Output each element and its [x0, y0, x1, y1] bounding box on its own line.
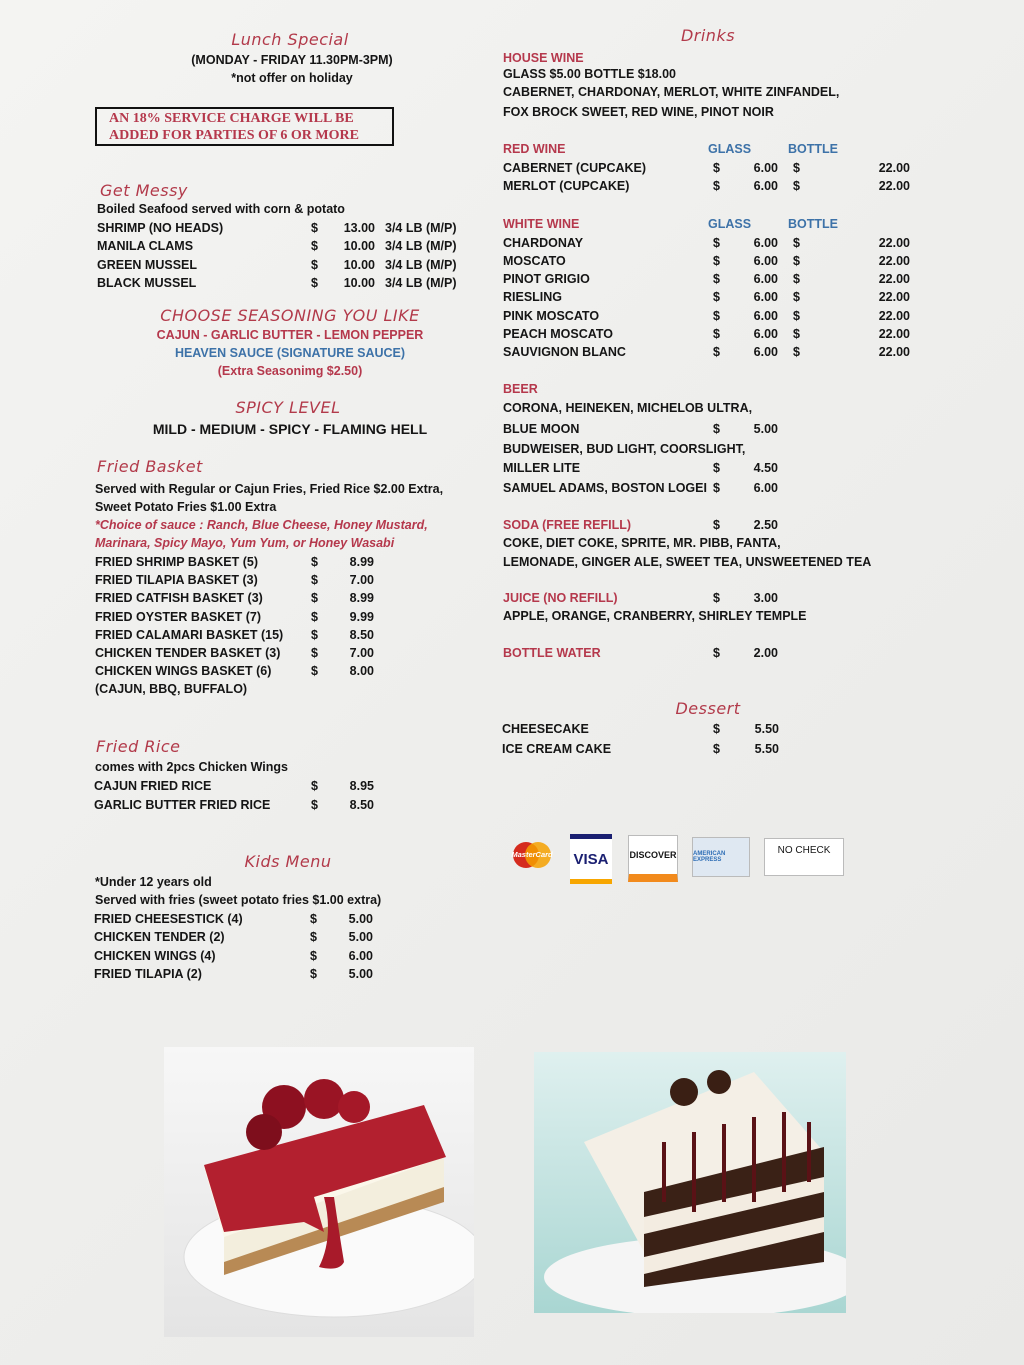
bottle-price: 22.00 [878, 160, 910, 175]
currency: $ [713, 461, 720, 475]
currency: $ [713, 308, 720, 323]
spicy-level-title: SPICY LEVEL [235, 398, 341, 417]
currency: $ [311, 779, 318, 793]
currency: $ [311, 627, 318, 642]
menu-item-name: GREEN MUSSEL [97, 257, 198, 272]
currency: $ [713, 178, 720, 193]
wine-name: SAUVIGNON BLANC [503, 345, 626, 360]
menu-item-price: 8.99 [349, 591, 374, 606]
currency: $ [713, 481, 720, 495]
glass-price: 6.00 [753, 272, 778, 287]
spicy-levels: MILD - MEDIUM - SPICY - FLAMING HELL [152, 421, 428, 437]
currency: $ [713, 327, 720, 341]
menu-item-price: 10.00 [343, 257, 375, 272]
menu-item-price: 9.99 [349, 609, 374, 624]
wing-flavors: (CAJUN, BBQ, BUFFALO) [95, 682, 248, 696]
signature-sauce: HEAVEN SAUCE (SIGNATURE SAUCE) [174, 346, 406, 360]
wine-name: PEACH MOSCATO [503, 327, 613, 341]
bottle-price: 22.00 [878, 178, 910, 193]
currency: $ [311, 591, 318, 606]
soda-list: COKE, DIET COKE, SPRITE, MR. PIBB, FANTA, [503, 536, 781, 550]
ice-cream-cake-photo [534, 1052, 846, 1313]
menu-item-name: CHICKEN WINGS BASKET (6) [95, 664, 272, 679]
currency: $ [713, 742, 720, 756]
currency: $ [311, 555, 318, 569]
glass-price: 6.00 [753, 160, 778, 175]
kids-description: Served with fries (sweet potato fries $1.00 extra) [95, 893, 382, 907]
service-charge-line-2: ADDED FOR PARTIES OF 6 OR MORE [109, 128, 359, 143]
beer-line: MILLER LITE [503, 461, 581, 475]
bottle-water-title: BOTTLE WATER [503, 646, 601, 660]
menu-item-name: FRIED CALAMARI BASKET (15) [95, 627, 284, 642]
bottle-price: 22.00 [878, 272, 910, 287]
menu-item-name: MANILA CLAMS [97, 239, 194, 254]
water-price: 2.00 [753, 646, 778, 660]
currency: $ [311, 609, 318, 624]
mastercard-label: MasterCard [511, 850, 553, 859]
currency: $ [713, 253, 720, 268]
menu-item-name: CAJUN FRIED RICE [94, 779, 212, 793]
service-charge-notice [95, 107, 394, 146]
glass-header: GLASS [708, 217, 752, 231]
juice-price: 3.00 [753, 591, 778, 605]
currency: $ [713, 422, 720, 436]
juice-title: JUICE (NO REFILL) [503, 591, 618, 605]
menu-item-price: 8.50 [349, 627, 374, 642]
dessert-name: ICE CREAM CAKE [502, 742, 612, 756]
mastercard-logo [510, 840, 554, 870]
currency: $ [311, 257, 318, 272]
wine-name: MOSCATO [503, 253, 566, 268]
house-wine-list: FOX BROCK SWEET, RED WINE, PINOT NOIR [503, 105, 774, 119]
glass-price: 6.00 [753, 327, 778, 341]
beer-line: BUDWEISER, BUD LIGHT, COORSLIGHT, [503, 442, 746, 456]
glass-price: 6.00 [753, 308, 778, 323]
currency: $ [311, 646, 318, 660]
currency: $ [713, 290, 720, 305]
menu-item-unit: 3/4 LB (M/P) [385, 221, 457, 235]
lunch-hours: (MONDAY - FRIDAY 11.30PM-3PM) [191, 53, 393, 67]
currency: $ [713, 591, 720, 605]
menu-item-name: FRIED TILAPIA (2) [94, 966, 202, 981]
seasoning-title: CHOOSE SEASONING YOU LIKE [160, 306, 420, 325]
red-wine-title: RED WINE [503, 142, 566, 156]
sauce-choices: Marinara, Spicy Mayo, Yum Yum, or Honey Wasabi [95, 536, 395, 550]
cheesecake-photo [164, 1047, 474, 1337]
currency: $ [713, 722, 720, 736]
drinks-title: Drinks [680, 26, 736, 45]
menu-item-price: 7.00 [349, 573, 374, 588]
bottle-price: 22.00 [878, 345, 910, 360]
beer-line: BLUE MOON [503, 422, 580, 436]
currency: $ [311, 275, 318, 290]
service-charge-line-1: AN 18% SERVICE CHARGE WILL BE [109, 111, 354, 126]
visa-logo: VISA [570, 834, 612, 884]
beer-price: 5.00 [753, 422, 778, 436]
bottle-price: 22.00 [878, 235, 910, 250]
wine-name: PINOT GRIGIO [503, 272, 590, 287]
house-wine-title: HOUSE WINE [503, 51, 584, 65]
menu-item-unit: 3/4 LB (M/P) [385, 275, 457, 290]
house-wine-list: CABERNET, CHARDONAY, MERLOT, WHITE ZINFANDEL, [503, 85, 840, 99]
dessert-price: 5.50 [754, 722, 779, 736]
menu-item-unit: 3/4 LB (M/P) [385, 257, 457, 272]
beer-price: 6.00 [753, 481, 778, 495]
currency: $ [310, 948, 317, 963]
wine-name: PINK MOSCATO [503, 308, 600, 323]
glass-price: 6.00 [753, 178, 778, 193]
currency: $ [793, 327, 800, 341]
menu-item-price: 7.00 [349, 646, 374, 660]
get-messy-description: Boiled Seafood served with corn & potato [97, 202, 345, 216]
currency: $ [310, 912, 317, 926]
house-wine-prices: GLASS $5.00 BOTTLE $18.00 [503, 67, 676, 81]
menu-item-price: 10.00 [343, 239, 375, 254]
glass-price: 6.00 [753, 235, 778, 250]
glass-header: GLASS [708, 142, 752, 156]
bottle-price: 22.00 [878, 290, 910, 305]
glass-price: 6.00 [753, 345, 778, 360]
currency: $ [713, 272, 720, 287]
dessert-price: 5.50 [754, 742, 779, 756]
beer-line: CORONA, HEINEKEN, MICHELOB ULTRA, [503, 401, 753, 415]
currency: $ [311, 798, 318, 812]
menu-item-name: FRIED TILAPIA BASKET (3) [95, 573, 258, 588]
wine-name: CHARDONAY [503, 235, 584, 250]
juice-list: APPLE, ORANGE, CRANBERRY, SHIRLEY TEMPLE [503, 609, 807, 623]
menu-item-name: FRIED CHEESESTICK (4) [94, 912, 243, 926]
bottle-header: BOTTLE [788, 217, 838, 231]
menu-item-name: CHICKEN TENDER BASKET (3) [95, 646, 281, 660]
sauce-choices: *Choice of sauce : Ranch, Blue Cheese, Honey Mustard, [95, 518, 428, 532]
bottle-header: BOTTLE [788, 142, 838, 156]
menu-item-price: 10.00 [343, 275, 375, 290]
currency: $ [793, 308, 800, 323]
beer-line: SAMUEL ADAMS, BOSTON LOGEI [503, 481, 707, 495]
beer-title: BEER [503, 382, 538, 396]
fried-basket-description: Sweet Potato Fries $1.00 Extra [95, 500, 277, 514]
currency: $ [310, 966, 317, 981]
kids-note: *Under 12 years old [95, 875, 212, 889]
menu-item-price: 13.00 [343, 221, 375, 235]
menu-item-price: 8.00 [349, 664, 374, 679]
fried-rice-description: comes with 2pcs Chicken Wings [95, 760, 288, 774]
seasoning-options: CAJUN - GARLIC BUTTER - LEMON PEPPER [156, 328, 424, 342]
fried-basket-description: Served with Regular or Cajun Fries, Fried Rice $2.00 Extra, [95, 482, 444, 496]
currency: $ [713, 160, 720, 175]
menu-item-price: 5.00 [348, 912, 373, 926]
menu-item-name: SHRIMP (NO HEADS) [97, 221, 224, 235]
currency: $ [793, 178, 800, 193]
currency: $ [793, 272, 800, 287]
fried-basket-title: Fried Basket [97, 457, 203, 476]
currency: $ [793, 253, 800, 268]
currency: $ [793, 345, 800, 360]
fried-rice-title: Fried Rice [96, 737, 181, 756]
glass-price: 6.00 [753, 253, 778, 268]
menu-item-price: 5.00 [348, 930, 373, 945]
currency: $ [713, 646, 720, 660]
discover-logo: DISCOVER [628, 835, 678, 882]
menu-item-name: CHICKEN WINGS (4) [94, 948, 216, 963]
currency: $ [793, 290, 800, 305]
white-wine-title: WHITE WINE [503, 217, 580, 231]
soda-list: LEMONADE, GINGER ALE, SWEET TEA, UNSWEETENED TEA [503, 555, 872, 569]
soda-title: SODA (FREE REFILL) [503, 518, 632, 532]
currency: $ [713, 345, 720, 360]
bottle-price: 22.00 [878, 253, 910, 268]
menu-item-name: FRIED CATFISH BASKET (3) [95, 591, 263, 606]
amex-logo: AMERICAN EXPRESS [692, 837, 750, 877]
currency: $ [793, 160, 800, 175]
wine-name: MERLOT (CUPCAKE) [503, 178, 630, 193]
beer-price: 4.50 [753, 461, 778, 475]
currency: $ [713, 518, 720, 532]
currency: $ [311, 664, 318, 679]
menu-item-price: 8.99 [349, 555, 374, 569]
soda-price: 2.50 [753, 518, 778, 532]
menu-item-name: BLACK MUSSEL [97, 275, 197, 290]
currency: $ [311, 239, 318, 254]
menu-item-name: FRIED OYSTER BASKET (7) [95, 609, 261, 624]
menu-item-price: 5.00 [348, 966, 373, 981]
currency: $ [713, 235, 720, 250]
currency: $ [310, 930, 317, 945]
lunch-special-title: Lunch Special [231, 30, 349, 49]
menu-item-name: FRIED SHRIMP BASKET (5) [95, 555, 258, 569]
currency: $ [311, 221, 318, 235]
currency: $ [311, 573, 318, 588]
dessert-name: CHEESECAKE [502, 722, 589, 736]
no-check-notice: NO CHECK [764, 838, 844, 876]
menu-item-unit: 3/4 LB (M/P) [385, 239, 457, 254]
bottle-price: 22.00 [878, 327, 910, 341]
bottle-price: 22.00 [878, 308, 910, 323]
dessert-title: Dessert [675, 699, 741, 718]
extra-seasoning: (Extra Seasonimg $2.50) [217, 364, 363, 378]
glass-price: 6.00 [753, 290, 778, 305]
lunch-note: *not offer on holiday [231, 71, 353, 85]
wine-name: CABERNET (CUPCAKE) [503, 160, 647, 175]
menu-item-name: CHICKEN TENDER (2) [94, 930, 225, 945]
menu-item-price: 8.95 [349, 779, 374, 793]
get-messy-title: Get Messy [100, 181, 188, 200]
menu-item-price: 8.50 [349, 798, 374, 812]
wine-name: RIESLING [503, 290, 563, 305]
currency: $ [793, 235, 800, 250]
menu-item-name: GARLIC BUTTER FRIED RICE [94, 798, 271, 812]
kids-menu-title: Kids Menu [244, 852, 332, 871]
menu-item-price: 6.00 [348, 948, 373, 963]
